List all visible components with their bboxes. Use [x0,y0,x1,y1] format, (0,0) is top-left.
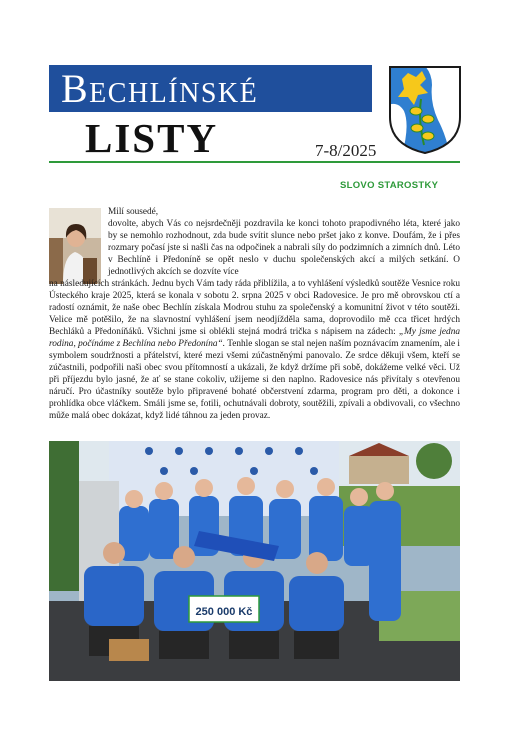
newsletter-subtitle: LISTY [85,115,219,161]
greeting: Milí sousedé, [108,207,159,217]
check-amount: 250 000 Kč [195,606,253,618]
section-heading: SLOVO STAROSTKY [340,180,439,191]
coat-of-arms-icon [388,65,462,155]
mayor-portrait [49,208,101,284]
group-photo [49,441,460,681]
body-text-end: Tenhle slogan se stal nejen naším poznávacím znamením, ale i symbolem soudržnosti a přátelství, které mezi všemi zúčastněnými panovalo. Ze srdce děkuji všem, kteří se zúčastnili, podpořili naši obec svou přítomností a ukázali, že když držíme při sobě, dokážeme velké věci. Už při příjezdu bylo jasné, že ať se stane cokoliv, užijeme si den naplno. Radovesice nás přivítaly s otevřenou náručí. Pro účastníky soutěže bylo připravené bohaté občerstvení zdarma, program pro děti, a dokonce i prohlídka obce vláčkem. Smáli jsme se, fotili, ochutnávali dobroty, soutěžili, zpívali a obdivovali, co všechno může malá obec dokázat, když lidé táhnou za jeden provaz. [49,339,460,421]
header-divider [49,161,460,163]
article-intro [108,206,460,278]
article-paragraph-continued [49,278,460,422]
body-text: na následujících stránkách. Jednu bych Vám tady ráda přiblížila, a to vyhlášení výsledků soutěže Vesnice roku Ústeckého kraje 2025, která se konala v sobotu 2. srpna 2025 v obci Radovesice. Je pro mě obrovskou ctí a radostí oznámit, že naše obec Bechlín získala Modrou stuhu za společenský a komunitní život v této soutěži. Velice mě potěšilo, že na slavnostní vyhlášení jsem neodjížděla sama, doprovodilo mě cca třicet hrdých Bechláků a Předoníňáků. Všichni jsme si oblékli stejná modrá trička s nápisem na zádech: [49,279,460,337]
article-body [49,278,460,422]
article-paragraph: dovolte, abych Vás co nejsrdečněji pozdravila ke konci tohoto prapodivného léta, které jako by se nemohlo rozhodnout, zda bude svítit slunce nebo pršet jako z konve. Doufám, že i přes rozmary počasí jste si našli čas na odpočinek a nabrali síly do podzimních a zimních dnů. Léto v Bechlíně i Předoníně se opět neslo v duchu společenských akcí a milých setkání. O jednotlivých akcích se dozvíte více [108,219,460,277]
issue-number: 7-8/2025 [315,141,377,160]
newsletter-title: Bechlínské [61,66,259,111]
slogan-quote: „My jsme jedna rodina, počínáme z Bechlína nebo Předonína“. [49,327,460,349]
